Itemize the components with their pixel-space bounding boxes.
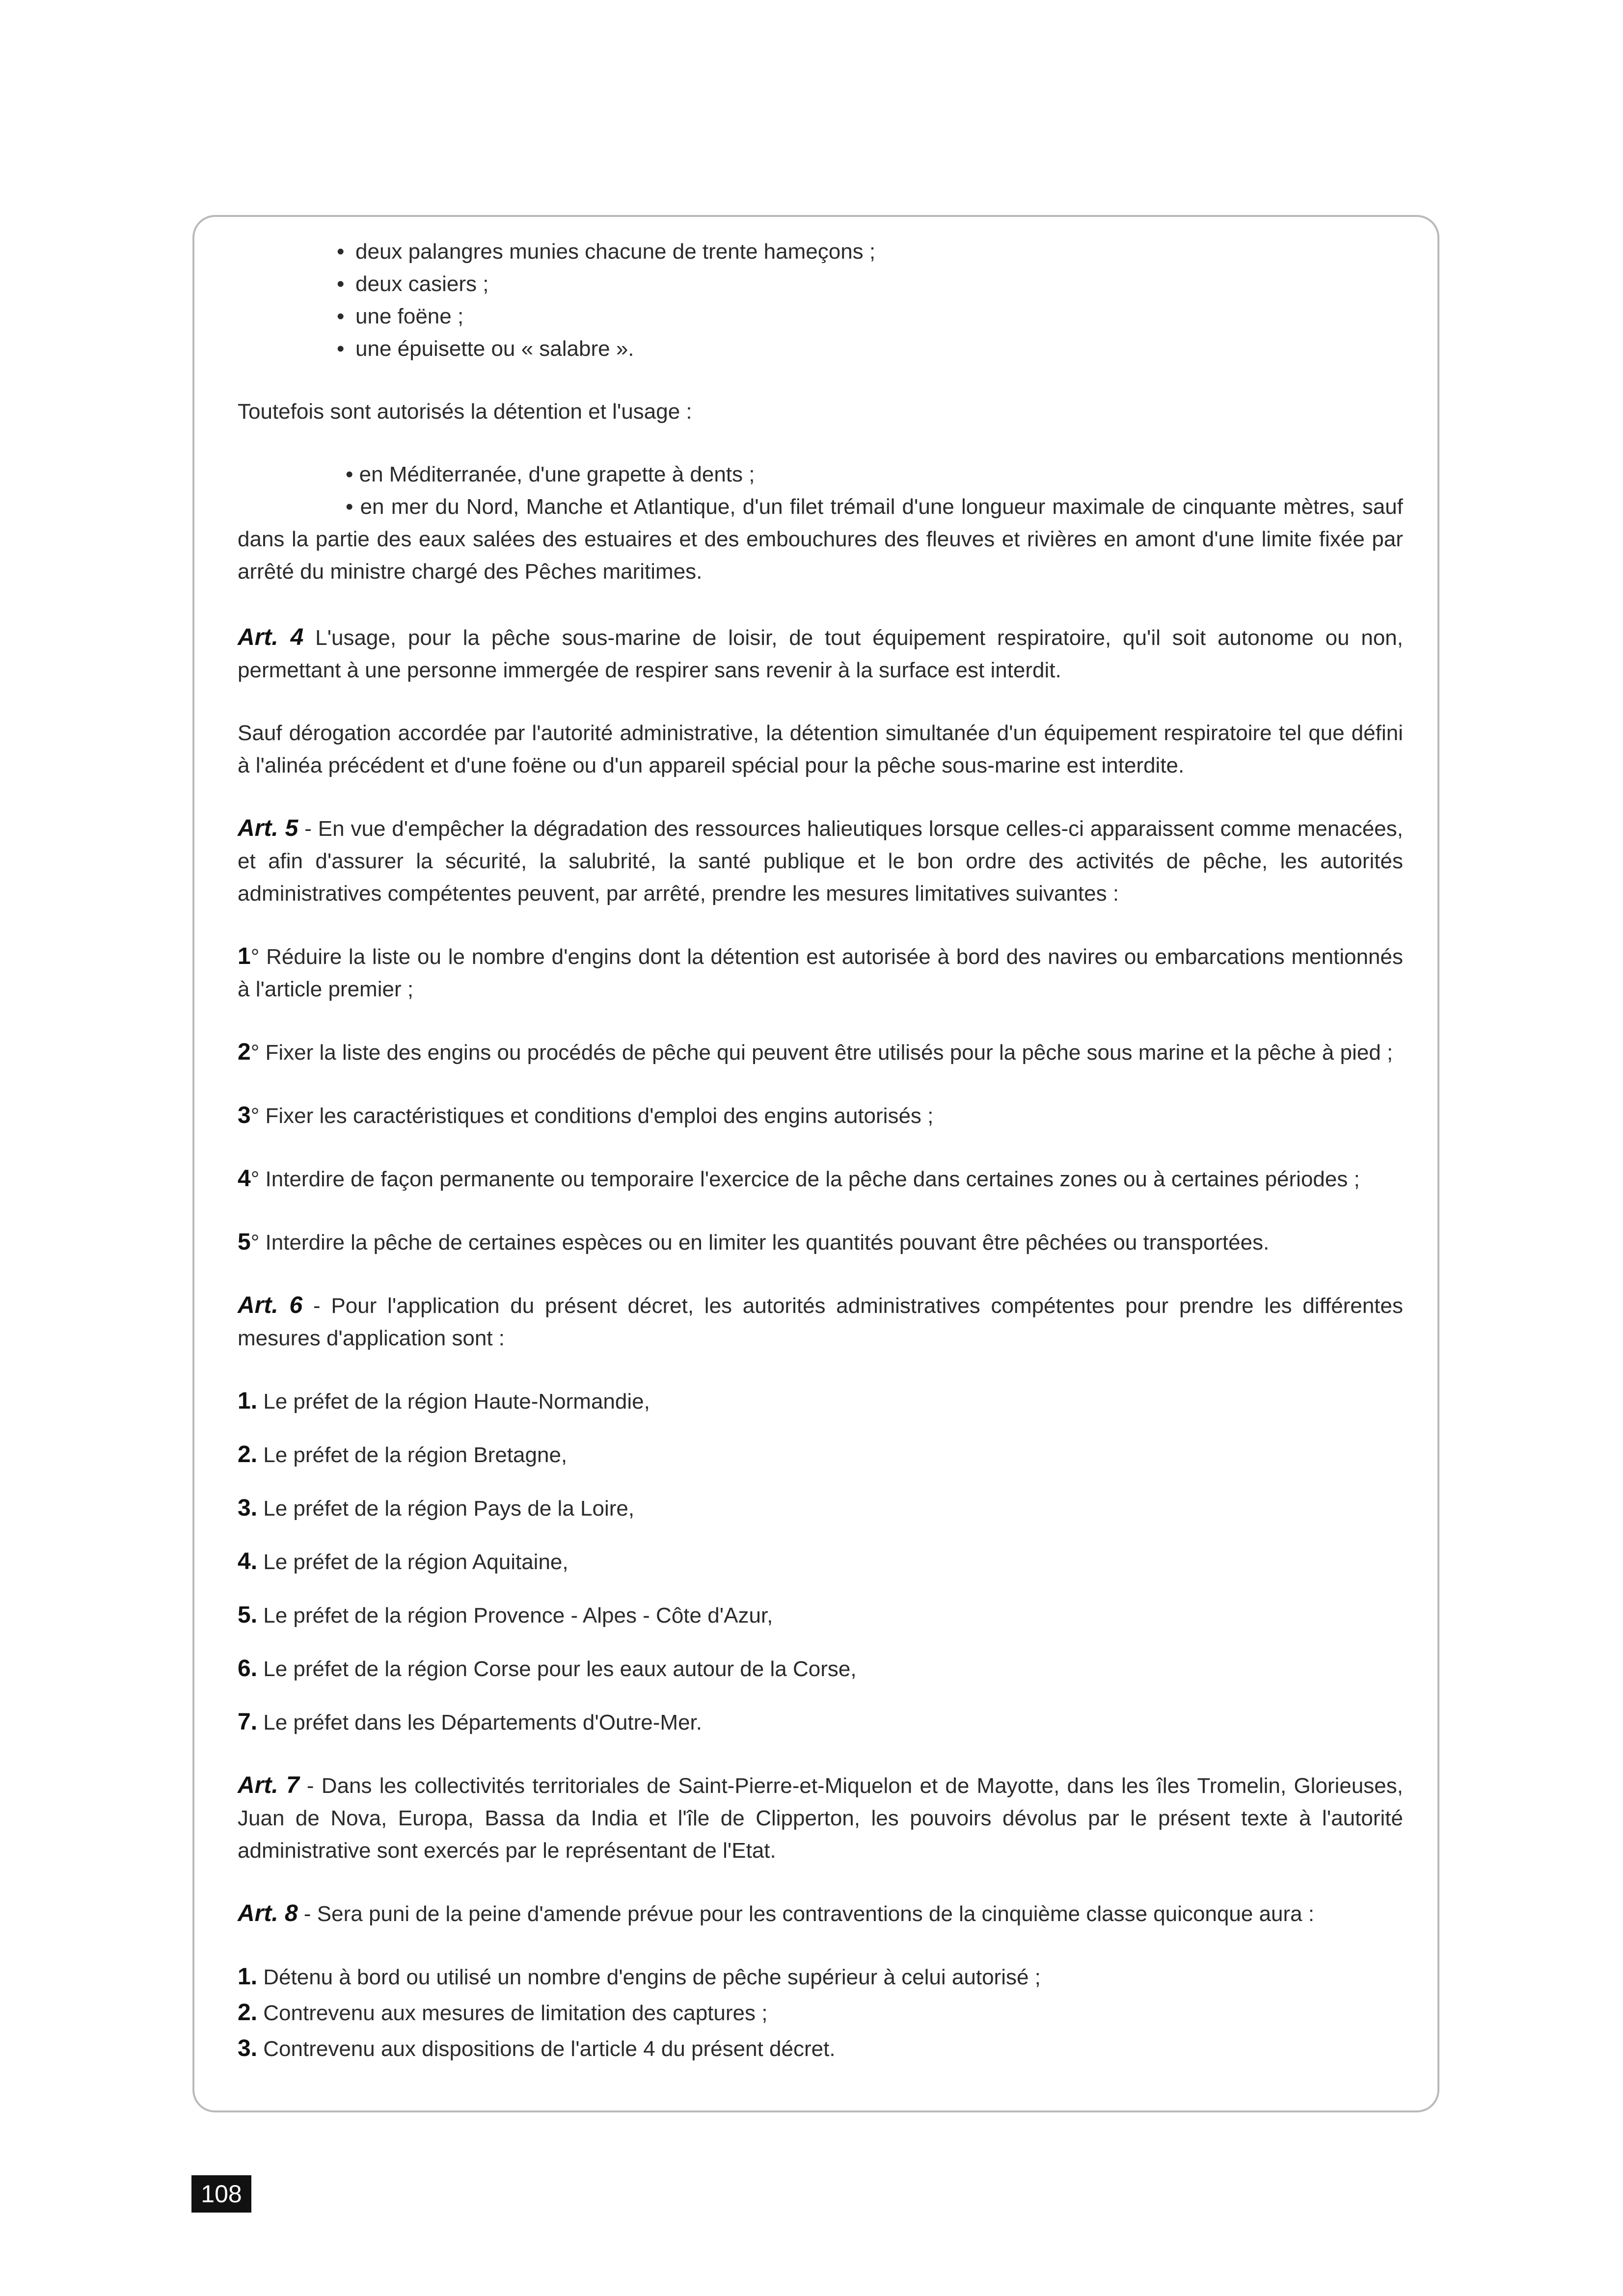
list-item: 3° Fixer les caractéristiques et conditions d'emploi des engins autorisés ; <box>238 1102 934 1128</box>
page-number: 108 <box>191 2175 251 2213</box>
article-label: Art. 5 <box>238 815 298 841</box>
article-label: Art. 7 <box>238 1772 299 1798</box>
list-item: 1. Le préfet de la région Haute-Normandie, <box>238 1388 650 1414</box>
document-body <box>238 236 1403 2065</box>
top-bullet-list <box>337 236 1403 365</box>
article-label: Art. 4 <box>238 624 304 650</box>
article-6: Art. 6 - Pour l'application du présent décret, les autorités administratives compétentes pour prendre les différentes mesures d'application sont : <box>238 1292 1403 1350</box>
list-item: 2. Contrevenu aux mesures de limitation des captures ; <box>238 2000 768 2026</box>
list-item: • en Méditerranée, d'une grapette à dents ; <box>346 462 755 486</box>
article-8-list <box>238 1961 1403 2065</box>
list-item: 4. Le préfet de la région Aquitaine, <box>238 1548 568 1575</box>
list-item: • une foëne ; <box>355 300 1403 333</box>
list-item: 6. Le préfet de la région Corse pour les eaux autour de la Corse, <box>238 1655 857 1682</box>
list-item: 3. Le préfet de la région Pays de la Loire, <box>238 1495 635 1521</box>
article-5: Art. 5 - En vue d'empêcher la dégradation des ressources halieutiques lorsque celles-ci apparaissent comme menacées, et afin d'assurer la sécurité, la salubrité, la santé publique et le bon ordre des activités de pêche, les autorités administratives compétentes peuvent, par arrêté, prendre les mesures limitatives suivantes : <box>238 815 1403 906</box>
article-6-list <box>238 1385 1403 1739</box>
bullet-icon: • <box>337 240 345 264</box>
article-label: Art. 8 <box>238 1900 298 1926</box>
bullet-icon: • <box>346 495 360 519</box>
exception-list <box>238 458 1403 588</box>
article-4-paragraph-2: Sauf dérogation accordée par l'autorité administrative, la détention simultanée d'un équipement respiratoire tel que défini à l'alinéa précédent et d'une foëne ou d'un appareil spécial pour la pêche sous-marine est interdite. <box>238 721 1403 777</box>
list-item: 1. Détenu à bord ou utilisé un nombre d'engins de pêche supérieur à celui autorisé ; <box>238 1964 1041 1990</box>
bullet-icon: • <box>346 462 359 486</box>
list-item: • une épuisette ou « salabre ». <box>355 333 1403 365</box>
list-item: 3. Contrevenu aux dispositions de l'article 4 du présent décret. <box>238 2035 836 2061</box>
article-label: Art. 6 <box>238 1292 303 1318</box>
list-item: 7. Le préfet dans les Départements d'Outre-Mer. <box>238 1709 702 1735</box>
list-item: 4° Interdire de façon permanente ou temporaire l'exercice de la pêche dans certaines zones ou à certaines périodes ; <box>238 1166 1360 1192</box>
list-item: 5° Interdire la pêche de certaines espèces ou en limiter les quantités pouvant être pêchées ou transportées. <box>238 1229 1270 1255</box>
list-item: • deux palangres munies chacune de trente hameçons ; <box>355 236 1403 268</box>
bullet-icon: • <box>337 272 345 296</box>
article-8: Art. 8 - Sera puni de la peine d'amende prévue pour les contraventions de la cinquième classe quiconque aura : <box>238 1900 1315 1926</box>
list-item: • en mer du Nord, Manche et Atlantique, d'un filet trémail d'une longueur maximale de cinquante mètres, sauf dans la partie des eaux salées des estuaires et des embouchures des fleuves et rivières en amont d'une limite fixée par arrêté du ministre chargé des Pêches maritimes. <box>238 495 1403 584</box>
bullet-icon: • <box>337 304 345 328</box>
article-7: Art. 7 - Dans les collectivités territoriales de Saint-Pierre-et-Miquelon et de Mayotte, dans les îles Tromelin, Glorieuses, Juan de Nova, Europa, Bassa da India et l'île de Clipperton, les pouvoirs dévolus par le présent texte à l'autorité administrative sont exercés par le représentant de l'Etat. <box>238 1772 1403 1863</box>
list-item: 5. Le préfet de la région Provence - Alpes - Côte d'Azur, <box>238 1602 773 1628</box>
list-item: • deux casiers ; <box>355 268 1403 300</box>
toutefois-paragraph: Toutefois sont autorisés la détention et l'usage : <box>238 400 692 424</box>
list-item: 2° Fixer la liste des engins ou procédés de pêche qui peuvent être utilisés pour la pêche sous marine et la pêche à pied ; <box>238 1039 1393 1065</box>
list-item: 1° Réduire la liste ou le nombre d'engins dont la détention est autorisée à bord des navires ou embarcations mentionnés à l'article premier ; <box>238 943 1403 1001</box>
article-4: Art. 4 L'usage, pour la pêche sous-marine de loisir, de tout équipement respiratoire, qu'il soit autonome ou non, permettant à une personne immergée de respirer sans revenir à la surface est interdit. <box>238 624 1403 682</box>
bullet-icon: • <box>337 337 345 361</box>
list-item: 2. Le préfet de la région Bretagne, <box>238 1442 568 1468</box>
